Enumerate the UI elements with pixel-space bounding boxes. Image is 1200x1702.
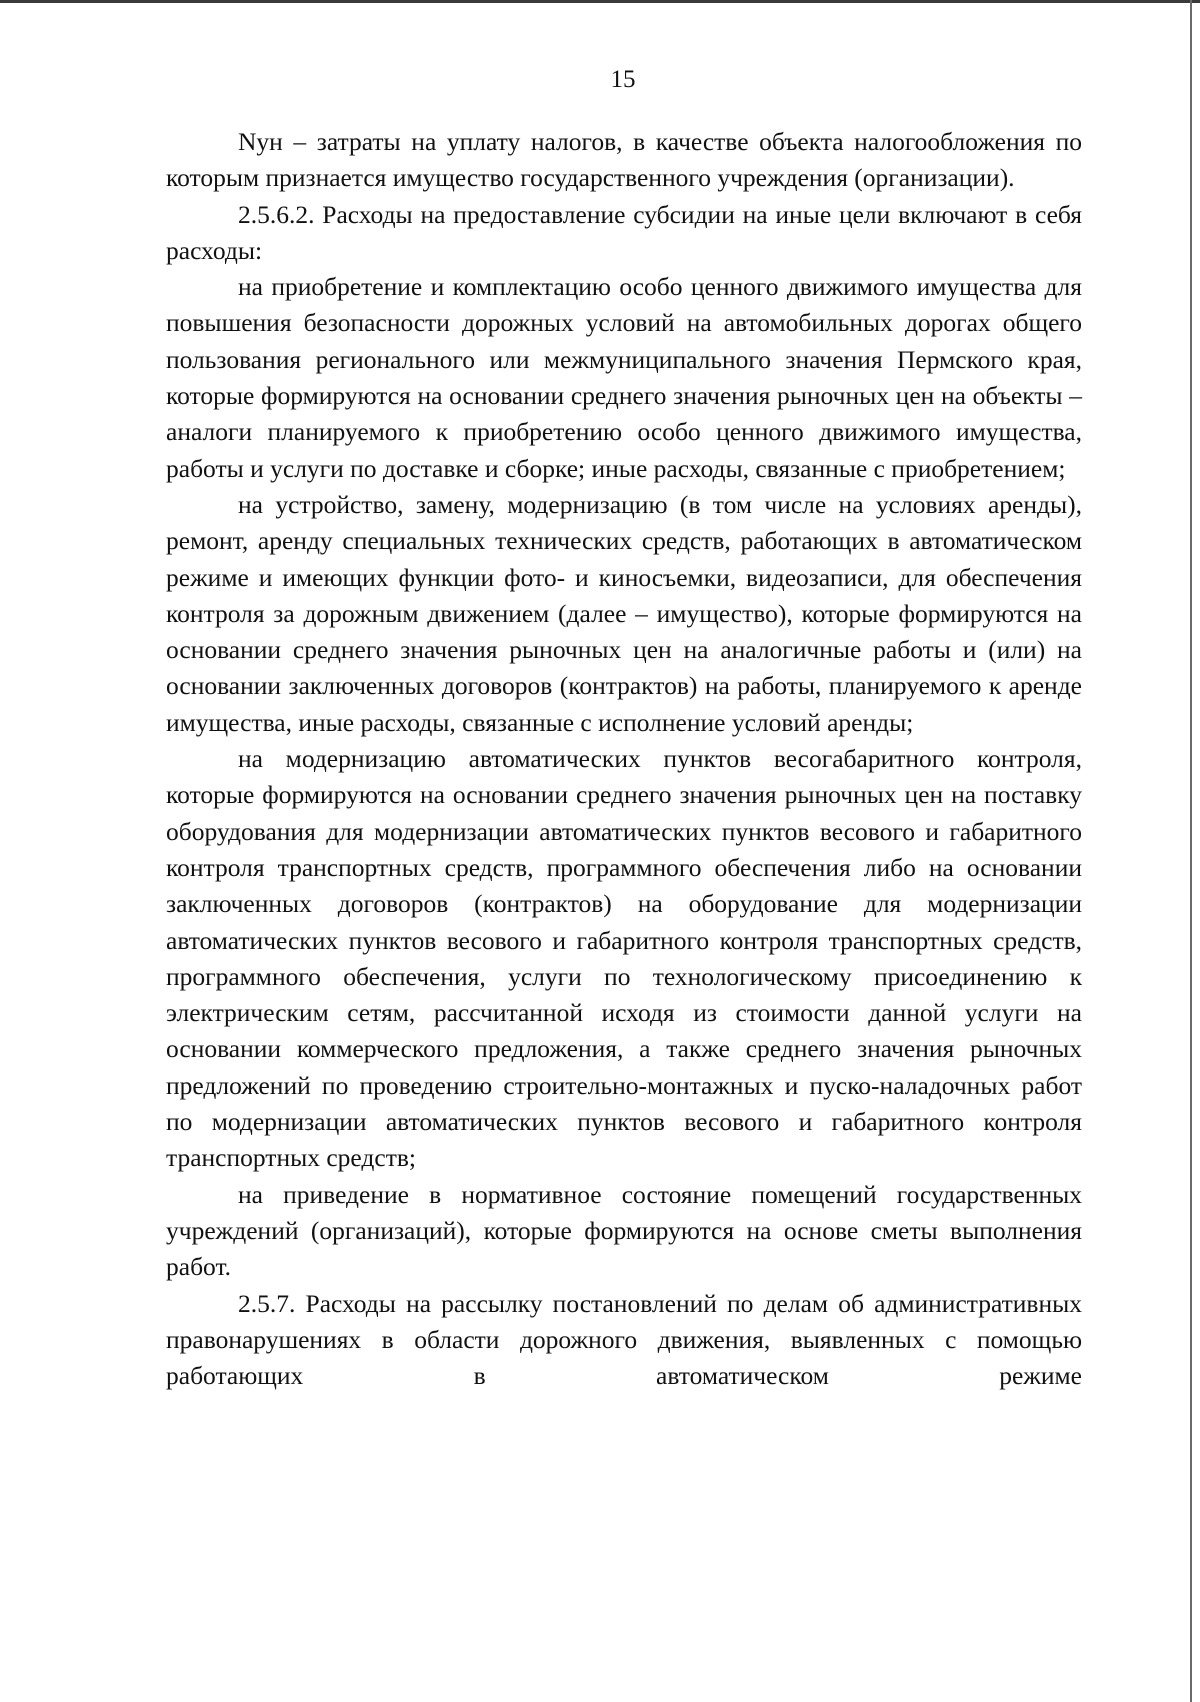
document-body [166,124,1082,1394]
paragraph-nyn-definition: Nyн – затраты на уплату налогов, в качестве объекта налогообложения по которым признается имущество государственного учреждения (организации). [166,127,1082,193]
scan-edge-right [1190,0,1192,1702]
paragraph-2-5-6-2: 2.5.6.2. Расходы на предоставление субсидии на иные цели включают в себя расходы: [166,199,1082,265]
paragraph-weight-control: на модернизацию автоматических пунктов весогабаритного контроля, которые формируются на основании среднего значения рыночных цен на поставку оборудования для модернизации автоматических пунктов весового и габаритного контроля транспортных средств, программного обеспечения либо на основании заключенных договоров (контрактов) на оборудование для модернизации автоматических пунктов весового и габаритного контроля транспортных средств, программного обеспечения, услуги по технологическому присоединению к электрическим сетям, рассчитанной исходя из стоимости данной услуги на основании коммерческого предложения, а также среднего значения рыночных предложений по проведению строительно-монтажных и пуско-наладочных работ по модернизации автоматических пунктов весового и габаритного контроля транспортных средств; [166,744,1082,1173]
scan-edge-top [0,0,1200,3]
paragraph-premises: на приведение в нормативное состояние помещений государственных учреждений (организаций), которые формируются на основе сметы выполнения работ. [166,1179,1082,1282]
paragraph-2-5-7: 2.5.7. Расходы на рассылку постановлений по делам об административных правонарушениях в области дорожного движения, выявленных с помощью работающих в автоматическом режиме [166,1288,1082,1391]
paragraph-acquisition: на приобретение и комплектацию особо ценного движимого имущества для повышения безопасности дорожных условий на автомобильных дорогах общего пользования регионального или межмуниципального значения Пермского края, которые формируются на основании среднего значения рыночных цен на объекты – аналоги планируемого к приобретению особо ценного движимого имущества, работы и услуги по доставке и сборке; иные расходы, связанные с приобретением; [166,272,1082,483]
paragraph-technical-means: на устройство, замену, модернизацию (в том числе на условиях аренды), ремонт, аренду специальных технических средств, работающих в автоматическом режиме и имеющих функции фото- и киносъемки, видеозаписи, для обеспечения контроля за дорожным движением (далее – имущество), которые формируются на основании среднего значения рыночных цен на аналогичные работы и (или) на основании заключенных договоров (контрактов) на работы, планируемого к аренде имущества, иные расходы, связанные с исполнение условий аренды; [166,489,1082,737]
page-number: 15 [610,66,636,93]
